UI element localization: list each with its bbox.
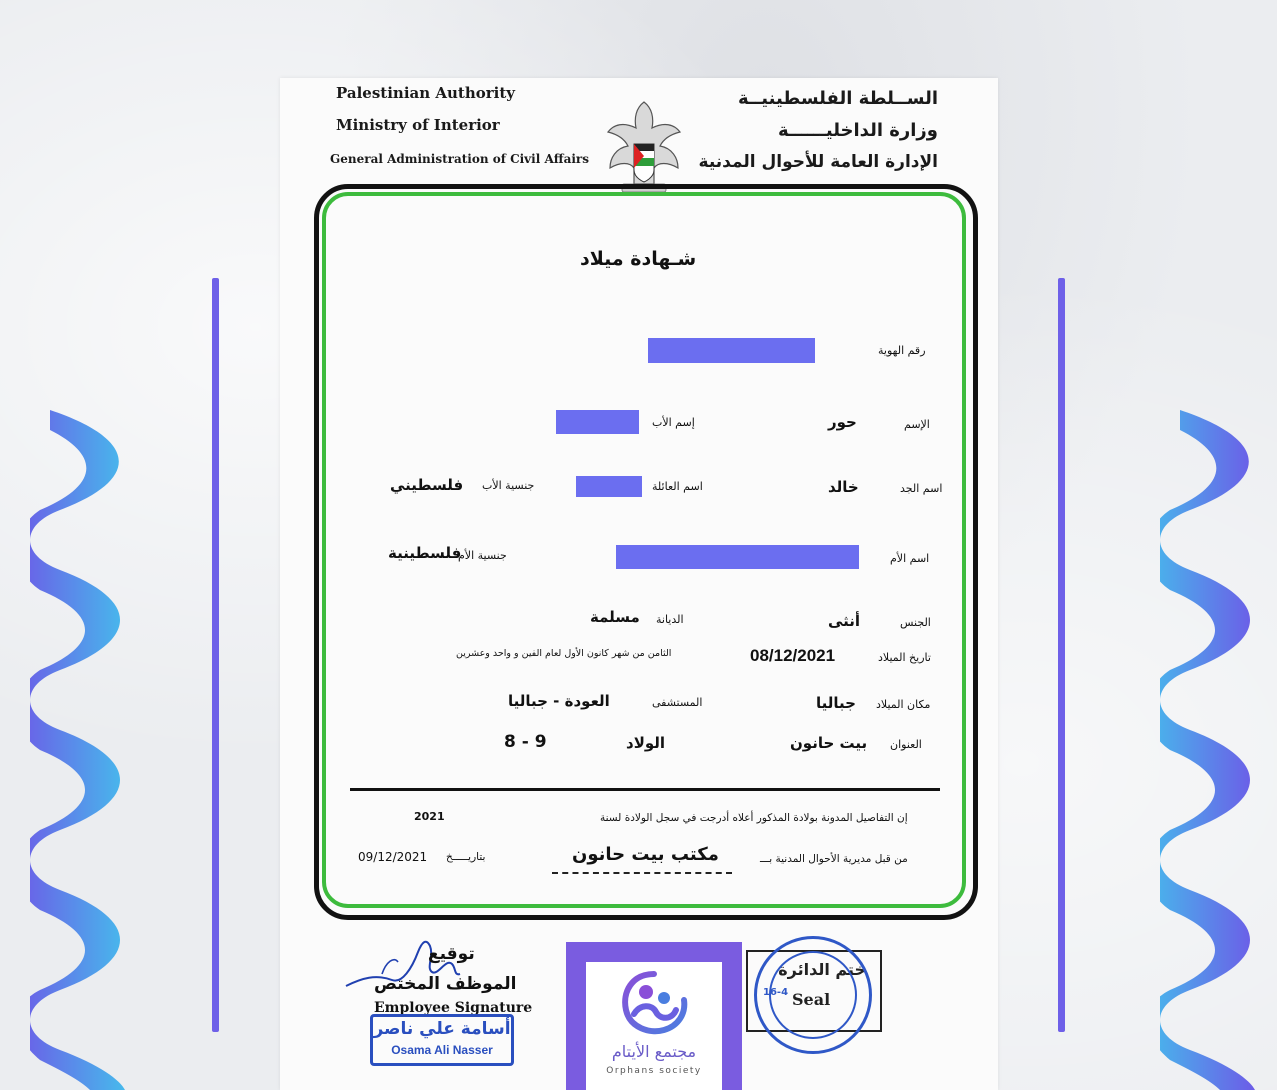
right-wave-decoration xyxy=(1160,410,1270,1090)
address-label: العنوان xyxy=(890,738,922,751)
gender-label: الجنس xyxy=(900,616,931,629)
office-value: مكتب بيت حانون xyxy=(572,844,719,865)
mother-redaction xyxy=(616,545,859,569)
certificate-title: شـهادة ميلاد xyxy=(580,248,697,270)
official-round-stamp xyxy=(754,936,872,1054)
stamp-number: 16-4 xyxy=(763,987,789,998)
hospital-value: العودة - جباليا xyxy=(508,692,610,710)
id-redaction xyxy=(648,338,815,363)
born-label: الولاد xyxy=(626,734,666,752)
born-value: 8 - 9 xyxy=(504,732,547,752)
dob-label: تاريخ الميلاد xyxy=(878,651,931,664)
father-label: إسم الأب xyxy=(652,416,695,429)
dob-value: 08/12/2021 xyxy=(750,646,836,665)
religion-label: الديانة xyxy=(656,613,684,626)
right-accent-bar xyxy=(1058,278,1065,1032)
orphans-society-logo-card xyxy=(566,942,742,1090)
name-value: حور xyxy=(828,413,857,431)
family-label: اسم العائلة xyxy=(652,480,703,493)
header-en-ministry: Ministry of Interior xyxy=(336,116,500,134)
date-value: 09/12/2021 xyxy=(358,850,428,864)
employee-title-ar: الموظف المختص xyxy=(374,974,517,994)
father-redaction xyxy=(556,410,639,434)
id-label: رقم الهوية xyxy=(878,344,926,357)
mother-nationality-label: جنسية الأم xyxy=(458,549,507,562)
left-accent-bar xyxy=(212,278,219,1032)
mother-label: اسم الأم xyxy=(890,552,930,565)
header-en-administration: General Administration of Civil Affairs xyxy=(330,152,590,166)
employee-name-stamp xyxy=(370,1014,514,1066)
birthplace-value: جباليا xyxy=(816,694,856,712)
seal-label-ar: ختم الدائرة xyxy=(778,960,866,979)
mother-nationality-value: فلسطينية xyxy=(388,544,462,562)
registration-year: 2021 xyxy=(414,810,445,823)
office-underline xyxy=(552,872,732,874)
employee-sign-label-ar: توقيع xyxy=(428,944,475,964)
dob-in-words: الثامن من شهر كانون الأول لعام الفين و واحد وعشرين xyxy=(456,648,672,659)
header-ar-ministry: وزارة الداخليــــــة xyxy=(778,120,938,141)
family-redaction xyxy=(576,476,642,497)
section-divider xyxy=(350,788,940,791)
employee-signature-label: Employee Signature xyxy=(374,1000,533,1016)
address-value: بيت حانون xyxy=(790,734,868,752)
date-label: بتاريـــــخ xyxy=(446,851,486,863)
stamp-name-ar: أسامة علي ناصر xyxy=(373,1019,511,1039)
logo-panel xyxy=(586,962,722,1090)
father-nationality-label: جنسية الأب xyxy=(482,479,535,492)
grandfather-value: خالد xyxy=(828,478,859,496)
palestinian-eagle-emblem-icon xyxy=(606,98,682,196)
orphans-society-logo-icon xyxy=(620,970,688,1036)
name-label: الإسم xyxy=(904,418,930,431)
header-en-authority: Palestinian Authority xyxy=(336,84,515,102)
birthplace-label: مكان الميلاد xyxy=(876,698,931,711)
directorate-label: من قبل مديرية الأحوال المدنية بـــ xyxy=(760,853,908,865)
header-ar-authority: الســلطة الفلسطينيــة xyxy=(738,88,938,109)
gender-value: أنثى xyxy=(828,612,861,630)
religion-value: مسلمة xyxy=(590,608,640,626)
father-nationality-value: فلسطيني xyxy=(390,476,464,494)
registration-statement: إن التفاصيل المدونة بولادة المذكور أعلاه أدرجت في سجل الولادة لسنة xyxy=(600,812,908,824)
grandfather-label: اسم الجد xyxy=(900,482,943,495)
seal-label-en: Seal xyxy=(792,990,831,1009)
logo-name-en: Orphans society xyxy=(606,1066,702,1076)
left-wave-decoration xyxy=(30,410,140,1090)
logo-name-ar: مجتمع الأيتام xyxy=(611,1042,697,1061)
header-ar-administration: الإدارة العامة للأحوال المدنية xyxy=(698,152,938,172)
stamp-name-en: Osama Ali Nasser xyxy=(391,1043,493,1057)
birth-certificate xyxy=(280,78,998,1090)
hospital-label: المستشفى xyxy=(652,696,703,709)
